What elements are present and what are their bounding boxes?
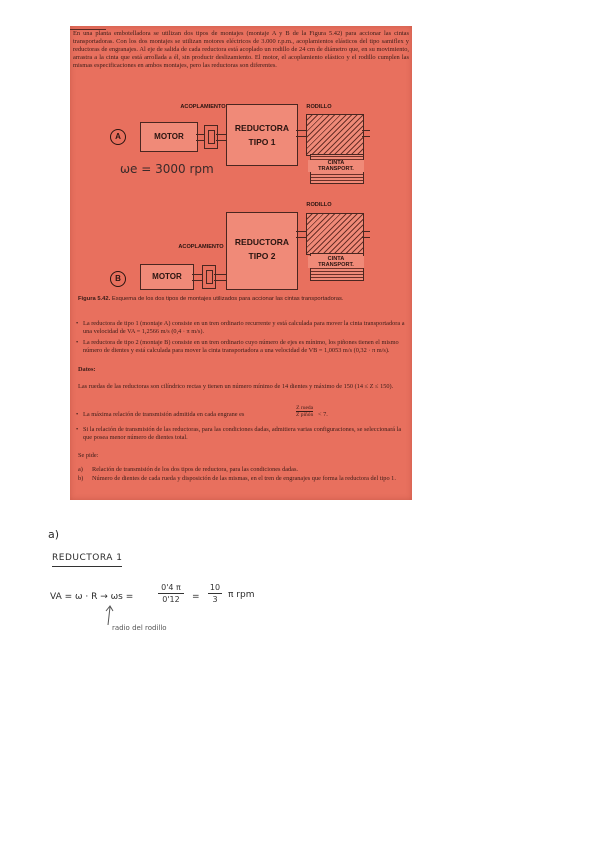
cinta-a-text: CINTA bbox=[327, 160, 345, 166]
fraction-1-den: 0'12 bbox=[162, 595, 180, 604]
fraction-2-den: 3 bbox=[212, 595, 218, 604]
bullet-4-dot: • bbox=[76, 426, 79, 433]
bullet-2-text: La reductora de tipo 2 (montaje B) consiste en un tren ordinario cuyo número de ejes es mínimo, los piñones tienen el mismo número de dientes y está calculada para mover la cinta transportadora a una velocidad de VB = 1,0053 m/s (0,32 · π m/s). bbox=[83, 339, 399, 354]
ratio-numerator: Z rueda bbox=[296, 405, 314, 411]
shaft-a4 bbox=[362, 130, 370, 137]
equation-left: VA = ω · R → ωs = bbox=[50, 592, 134, 602]
transport-b-text: TRANSPORT. bbox=[318, 262, 354, 268]
motor-b-label: MOTOR bbox=[152, 272, 182, 281]
fraction-2-num: 10 bbox=[209, 583, 221, 592]
figure-caption bbox=[78, 296, 408, 302]
reductora-2-box bbox=[226, 212, 298, 290]
motor-b-box bbox=[140, 264, 194, 290]
rodillo-b bbox=[306, 213, 364, 255]
bullet-3-text: La máxima relación de transmisión admitida en cada engrane es bbox=[83, 411, 245, 418]
fraction-1-bar bbox=[158, 593, 184, 594]
item-a-text: Relación de transmisión de los dos tipos de reductora, para las condiciones dadas. bbox=[92, 466, 298, 473]
part-a-label: a) bbox=[48, 528, 60, 541]
montaje-a-marker: A bbox=[110, 129, 126, 145]
tipo-2-label: TIPO 2 bbox=[248, 251, 276, 261]
motor-a-label: MOTOR bbox=[154, 132, 184, 141]
arrow-up-icon bbox=[104, 604, 116, 626]
acoplamiento-a-label: ACOPLAMIENTO bbox=[180, 104, 226, 110]
caption-text: Esquema de los dos tipos de montajes utilizados para accionar las cintas transportadoras. bbox=[111, 296, 344, 302]
reductora-1-box bbox=[226, 104, 298, 166]
bullet-2-dot: • bbox=[76, 339, 79, 346]
shaft-b1 bbox=[192, 274, 202, 281]
datos-text: Las ruedas de las reductoras son cilíndrico rectas y tienen un número mínimo de 14 dientes y máximo de 150 (14 ≤ Z ≤ 150). bbox=[78, 383, 394, 390]
bullet-4-text: Si la relación de transmisión de las reductoras, para las condiciones dadas, admitiera varias configuraciones, se seleccionará la que posea menor número de dientes total. bbox=[83, 426, 402, 441]
bullet-1-dot: • bbox=[76, 320, 79, 327]
transport-a-text: TRANSPORT. bbox=[318, 166, 354, 172]
item-b-label: b) bbox=[78, 475, 84, 482]
cinta-b-text: CINTA bbox=[327, 256, 345, 262]
bullet-3-dot: • bbox=[76, 411, 79, 418]
shaft-b3 bbox=[296, 231, 306, 238]
rodillo-a bbox=[306, 114, 364, 156]
rodillo-a-label: RODILLO bbox=[306, 104, 332, 110]
textbook-photo bbox=[70, 26, 412, 500]
radio-note: radio del rodillo bbox=[112, 624, 167, 632]
caption-label: Figura 5.42. bbox=[78, 296, 111, 302]
shaft-b2 bbox=[214, 274, 226, 281]
fraction-1-num: 0'4 π bbox=[161, 583, 181, 592]
shaft-b4 bbox=[362, 231, 370, 238]
fraction-2 bbox=[208, 583, 222, 604]
reductora-1-label: REDUCTORA bbox=[234, 123, 290, 133]
reductora-2-label: REDUCTORA bbox=[234, 237, 290, 247]
shaft-a2 bbox=[216, 134, 226, 141]
shaft-a1 bbox=[196, 134, 204, 141]
fraction-1 bbox=[158, 583, 184, 604]
datos-title: Datos: bbox=[78, 366, 96, 373]
tipo-1-label: TIPO 1 bbox=[248, 137, 276, 147]
motor-a-box bbox=[140, 122, 198, 152]
equation-right: π rpm bbox=[228, 590, 255, 600]
cinta-a-label bbox=[308, 160, 364, 172]
item-b-text: Número de dientes de cada rueda y disposición de las mismas, en el tren de engranajes que forma la reductora del tipo 1. bbox=[92, 475, 396, 482]
ratio-fraction bbox=[296, 405, 313, 418]
montaje-b-marker: B bbox=[110, 271, 126, 287]
shaft-a3 bbox=[296, 130, 306, 137]
acoplamiento-b-label: ACOPLAMIENTO bbox=[178, 244, 224, 250]
problem-intro: En una planta embotelladora se utilizan dos tipos de montajes (montaje A y B de la Figura 5.42) para accionar las cintas transportadoras. Con los dos montajes se utilizan motores eléctricos de 3.000 r.p.m., acoplamientos elásticos del tipo samiflex y reductoras de engranajes. Al eje de salida de cada reductora está acoplado un rodillo de 24 cm de diámetro que, en su movimiento, arrastra a la cinta que está arrollada a él, sin producir deslizamiento. El motor, el acoplamiento elástico y el rodillo cumplen las mismas especificaciones en ambos montajes, pero las reductoras son diferentes. bbox=[73, 30, 409, 70]
item-a-label: a) bbox=[78, 466, 83, 473]
bullet-1-text: La reductora de tipo 1 (montaje A) consiste en un tren ordinario recurrente y está calculada para mover la cinta transportadora a una velocidad de VA = 1,2566 m/s (0,4 · π m/s). bbox=[83, 320, 405, 335]
cinta-b-label bbox=[308, 256, 364, 268]
we-handwritten-note: ωe = 3000 rpm bbox=[120, 162, 214, 176]
fraction-2-bar bbox=[208, 593, 222, 594]
reductora-1-heading: REDUCTORA 1 bbox=[52, 553, 123, 563]
rodillo-b-label: RODILLO bbox=[306, 202, 332, 208]
ratio-limit: < 7. bbox=[318, 411, 328, 418]
heading-underline bbox=[52, 566, 122, 567]
se-pide: Se pide: bbox=[78, 452, 99, 459]
ratio-denominator: Z piñón bbox=[296, 412, 314, 418]
equation-equals: = bbox=[192, 592, 200, 602]
